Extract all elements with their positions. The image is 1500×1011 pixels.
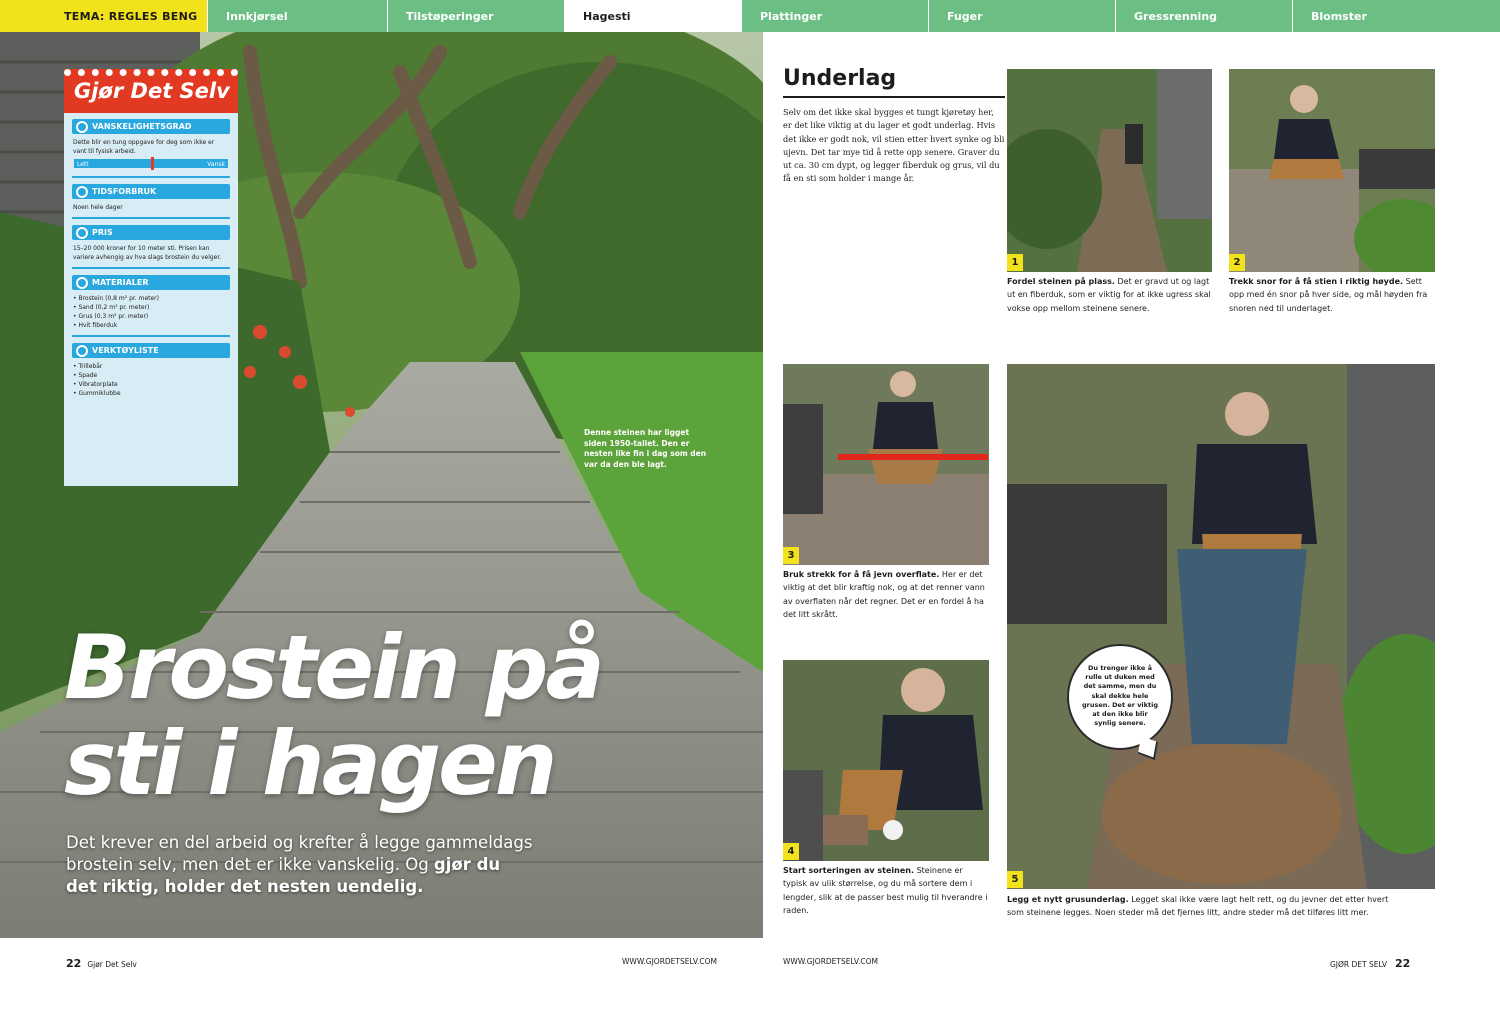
article-title	[64, 616, 602, 815]
step-2-photo	[1229, 69, 1435, 272]
brand-logo: Gjør Det Selv	[64, 69, 238, 113]
step-title: Trekk snor for å få stien i riktig høyde.	[1229, 277, 1404, 286]
footer-url-left[interactable]: WWW.GJORDETSELV.COM	[622, 957, 718, 966]
magazine-name: GJØR DET SELV	[1330, 960, 1387, 969]
lead-text: Det krever en del arbeid og krefter å legge gammeldags brostein selv, men det er ikke vanskelig. Og	[66, 833, 533, 874]
step-text: Legget skal ikke være lagt helt rett, og du jevner det etter hvert som steinene legges. Noen steder må det fjernes litt, andre steder må det tilføres litt mer.	[1007, 895, 1389, 918]
step-text: Her er det viktig at det blir kraftig nok, og at det renner vann av overflaten når det regner. Det er en fordel å ha det litt skrått.	[783, 570, 985, 620]
section-title: MATERIALER	[92, 278, 149, 287]
title-line-2: sti i hagen	[64, 712, 555, 815]
price-icon	[76, 227, 88, 239]
step-caption	[1229, 275, 1435, 315]
step-caption	[783, 864, 989, 918]
step-number: 1	[1007, 254, 1023, 271]
difficulty-min-label: Lett	[77, 161, 89, 168]
section-text: Noen hele dager	[72, 199, 230, 219]
theme-label: TEMA: REGLES BENG	[0, 0, 207, 32]
info-section-tools	[72, 343, 230, 403]
step-3-photo	[783, 364, 989, 565]
step-caption	[1007, 275, 1212, 315]
section-title: PRIS	[92, 228, 113, 237]
step-title: Start sorteringen av steinen.	[783, 866, 915, 875]
step-text: Steinene er typisk av ulik størrelse, og du må sortere dem i lengder, slik at de passer best mulig til hverandre i raden.	[783, 866, 988, 916]
step-title: Legg et nytt grusunderlag.	[1007, 895, 1129, 904]
article-lead	[66, 832, 536, 898]
section-heading: Underlag	[783, 66, 897, 91]
info-section-time	[72, 184, 230, 219]
section-text: 15–20 000 kroner for 10 meter sti. Prisen kan variere avhengig av hva slags brostein du velger.	[72, 240, 230, 269]
step-number: 4	[783, 843, 799, 860]
step-4-photo	[783, 660, 989, 861]
step-number: 5	[1007, 871, 1023, 888]
clock-icon	[76, 186, 88, 198]
page-number: 22	[1395, 957, 1411, 970]
step-1-photo	[1007, 69, 1212, 272]
step-caption	[1007, 893, 1407, 920]
step-number: 3	[783, 547, 799, 564]
tab-fuger[interactable]: Fuger	[928, 0, 1115, 32]
tab-plattinger[interactable]: Plattinger	[741, 0, 928, 32]
tab-innkjorsel[interactable]: Innkjørsel	[207, 0, 387, 32]
step-title: Bruk strekk for å få jevn overflate.	[783, 570, 940, 579]
section-title: VANSKELIGHETSGRAD	[92, 122, 192, 131]
tip-speech-bubble: Du trenger ikke å rulle ut duken med det samme, men du skal dekke hele grusen. Det er viktig at den ikke blir synlig senere.	[1067, 644, 1173, 750]
tab-blomster[interactable]: Blomster	[1292, 0, 1500, 32]
step-caption	[783, 568, 989, 622]
step-text: Sett opp med én snor på hver side, og mål høyden fra snoren ned til underlaget.	[1229, 277, 1428, 313]
title-line-1: Brostein på	[64, 616, 602, 719]
difficulty-max-label: Vansk	[207, 161, 225, 168]
info-section-materials	[72, 275, 230, 337]
intro-text: Selv om det ikke skal bygges et tungt kjøretøy her, er det like viktig at du lager et godt underlag. Hvis det ikke er godt nok, vil stien etter hvert synke og bli ujevn. Det tar mye tid å rette opp senere. Graver du ut ca. 30 cm dypt, og legger fiberduk og grus, vil du få en sti som holder i mange år.	[783, 107, 1005, 184]
footer-left	[66, 957, 137, 970]
section-text: Dette blir en tung oppgave for deg som ikke er vant til fysisk arbeid.	[73, 139, 215, 155]
step-number: 2	[1229, 254, 1245, 271]
tools-icon	[76, 345, 88, 357]
section-text: • Trillebår • Spade • Vibratorplate • Gummiklubbe	[73, 363, 121, 397]
heading-rule	[783, 96, 1005, 98]
materials-icon	[76, 277, 88, 289]
footer-url-right[interactable]: WWW.GJORDETSELV.COM	[783, 957, 879, 966]
step-text: Det er gravd ut og lagt ut en fiberduk, som er viktig for at ikke ugress skal vokse opp mellom steinene senere.	[1007, 277, 1211, 313]
difficulty-marker	[151, 157, 154, 170]
lead-bold-text: gjør du det riktig, holder det nesten uendelig.	[66, 855, 501, 896]
info-section-price	[72, 225, 230, 269]
magazine-name: Gjør Det Selv	[87, 960, 137, 969]
top-navigation	[0, 0, 1500, 32]
difficulty-bar	[74, 159, 228, 168]
tab-tilstoperinger[interactable]: Tilstøperinger	[387, 0, 564, 32]
step-title: Fordel steinen på plass.	[1007, 277, 1115, 286]
difficulty-icon	[76, 121, 88, 133]
tab-hagesti[interactable]: Hagesti	[564, 0, 741, 32]
tab-gressrenning[interactable]: Gressrenning	[1115, 0, 1292, 32]
footer-right	[1330, 957, 1416, 970]
info-section-difficulty	[72, 119, 230, 178]
section-text: • Brostein (0,8 m² pr. meter) • Sand (0,2 m³ pr. meter) • Grus (0,3 m³ pr. meter) • Hvit fiberduk	[72, 290, 230, 337]
page-number: 22	[66, 957, 82, 970]
info-box	[64, 69, 238, 486]
section-title: TIDSFORBRUK	[92, 187, 157, 196]
step-5-photo	[1007, 364, 1435, 889]
section-title: VERKTØYLISTE	[92, 346, 159, 355]
photo-caption: Denne steinen har ligget siden 1950-tallet. Den er nesten like fin i dag som den var da den ble lagt.	[584, 428, 707, 469]
